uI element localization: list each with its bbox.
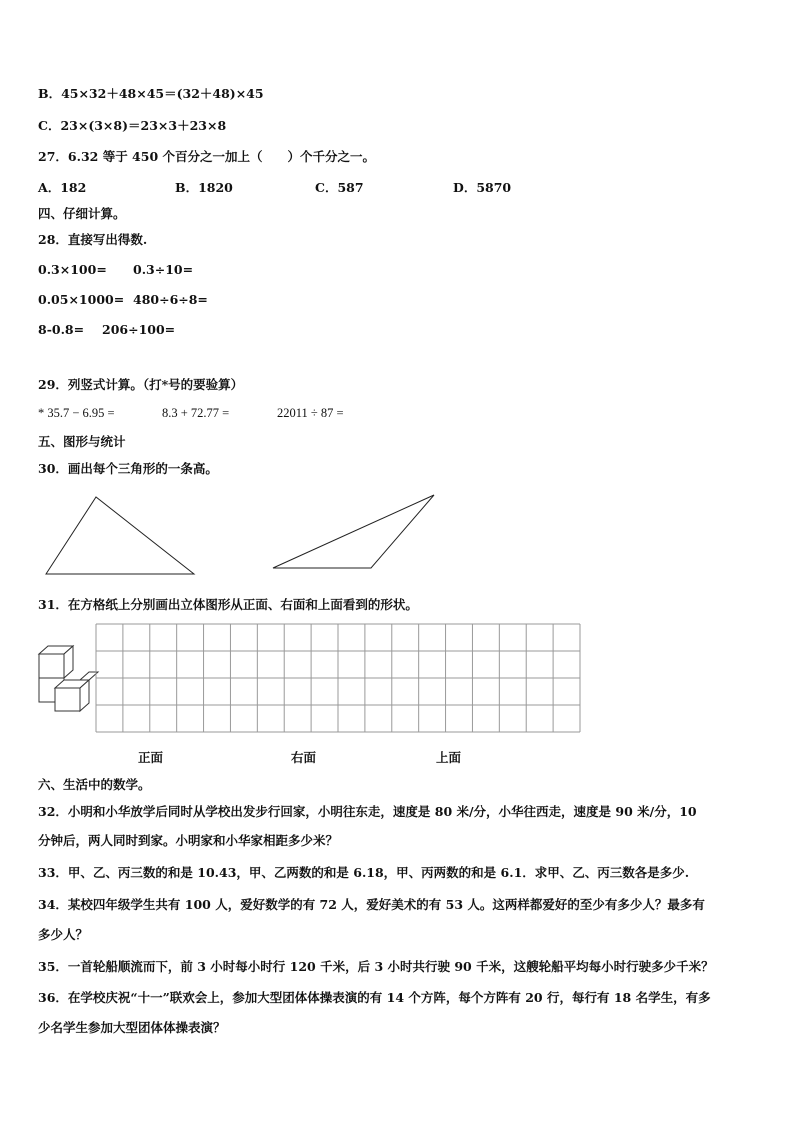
- question-27: 27．6.32 等于 450 个百分之一加上（ ）个千分之一。: [38, 149, 375, 164]
- option-c: C．23×(3×8)＝23×3＋23×8: [38, 118, 227, 133]
- question-32-line-2: 分钟后，两人同时到家。小明家和小华家相距多少米？: [38, 833, 339, 848]
- question-32-line-1: 32．小明和小华放学后同时从学校出发步行回家，小明往东走，速度是 80 米/分，小华往西走，速度是 90 米/分，10: [38, 804, 697, 819]
- question-35: 35．一首轮船顺流而下，前 3 小时每小时行 120 千米，后 3 小时共行驶 90 千米，这艘轮船平均每小时行驶多少千米？: [38, 959, 714, 974]
- triangle-right: [273, 495, 434, 568]
- vertical-calc-item: 8.3 + 72.77 =: [162, 406, 230, 420]
- question-34-line-2: 多少人？: [38, 927, 89, 942]
- question-28: 28．直接写出得数.: [38, 232, 148, 247]
- triangles-figure: [0, 480, 460, 590]
- question-36-line-2: 少名学生参加大型团体体操表演？: [38, 1020, 226, 1035]
- label-right-view: 右面: [291, 750, 317, 765]
- option-c: C．587: [315, 180, 364, 195]
- label-front-view: 正面: [138, 750, 164, 765]
- calc-item: 0.05×1000=: [38, 292, 125, 307]
- calc-item: 206÷100=: [102, 322, 176, 337]
- question-30: 30．画出每个三角形的一条高。: [38, 461, 218, 476]
- question-29: 29．列竖式计算。（打*号的要验算）: [38, 377, 244, 392]
- vertical-calc-item: 22011 ÷ 87 =: [277, 406, 344, 420]
- label-top-view: 上面: [436, 750, 462, 765]
- option-b: B．1820: [175, 180, 233, 195]
- question-34-line-1: 34．某校四年级学生共有 100 人，爱好数学的有 72 人，爱好美术的有 53 人。这两样都爱好的至少有多少人？最多有: [38, 897, 705, 912]
- option-b: B．45×32＋48×45＝(32＋48)×45: [38, 86, 264, 101]
- question-36-line-1: 36．在学校庆祝“十一”联欢会上，参加大型团体体操表演的有 14 个方阵，每个方阵有 20 行，每行有 18 名学生，有多: [38, 990, 711, 1005]
- section-heading-4: 四、仔细计算。: [38, 206, 126, 221]
- calc-item: 0.3×100=: [38, 262, 107, 277]
- calc-item: 0.3÷10=: [133, 262, 194, 277]
- option-d: D．5870: [453, 180, 512, 195]
- section-heading-6: 六、生活中的数学。: [38, 777, 151, 792]
- question-33: 33．甲、乙、丙三数的和是 10.43，甲、乙两数的和是 6.18，甲、丙两数的和是 6.1．求甲、乙、丙三数各是多少.: [38, 865, 690, 880]
- triangle-left: [46, 497, 194, 574]
- option-a: A．182: [38, 180, 87, 195]
- calc-item: 8-0.8=: [38, 322, 85, 337]
- question-31: 31．在方格纸上分别画出立体图形从正面、右面和上面看到的形状。: [38, 597, 418, 612]
- vertical-calc-item: * 35.7 − 6.95 =: [38, 406, 115, 420]
- grid-paper: [95, 623, 581, 735]
- calc-item: 480÷6÷8=: [133, 292, 208, 307]
- section-heading-5: 五、图形与统计: [38, 434, 126, 449]
